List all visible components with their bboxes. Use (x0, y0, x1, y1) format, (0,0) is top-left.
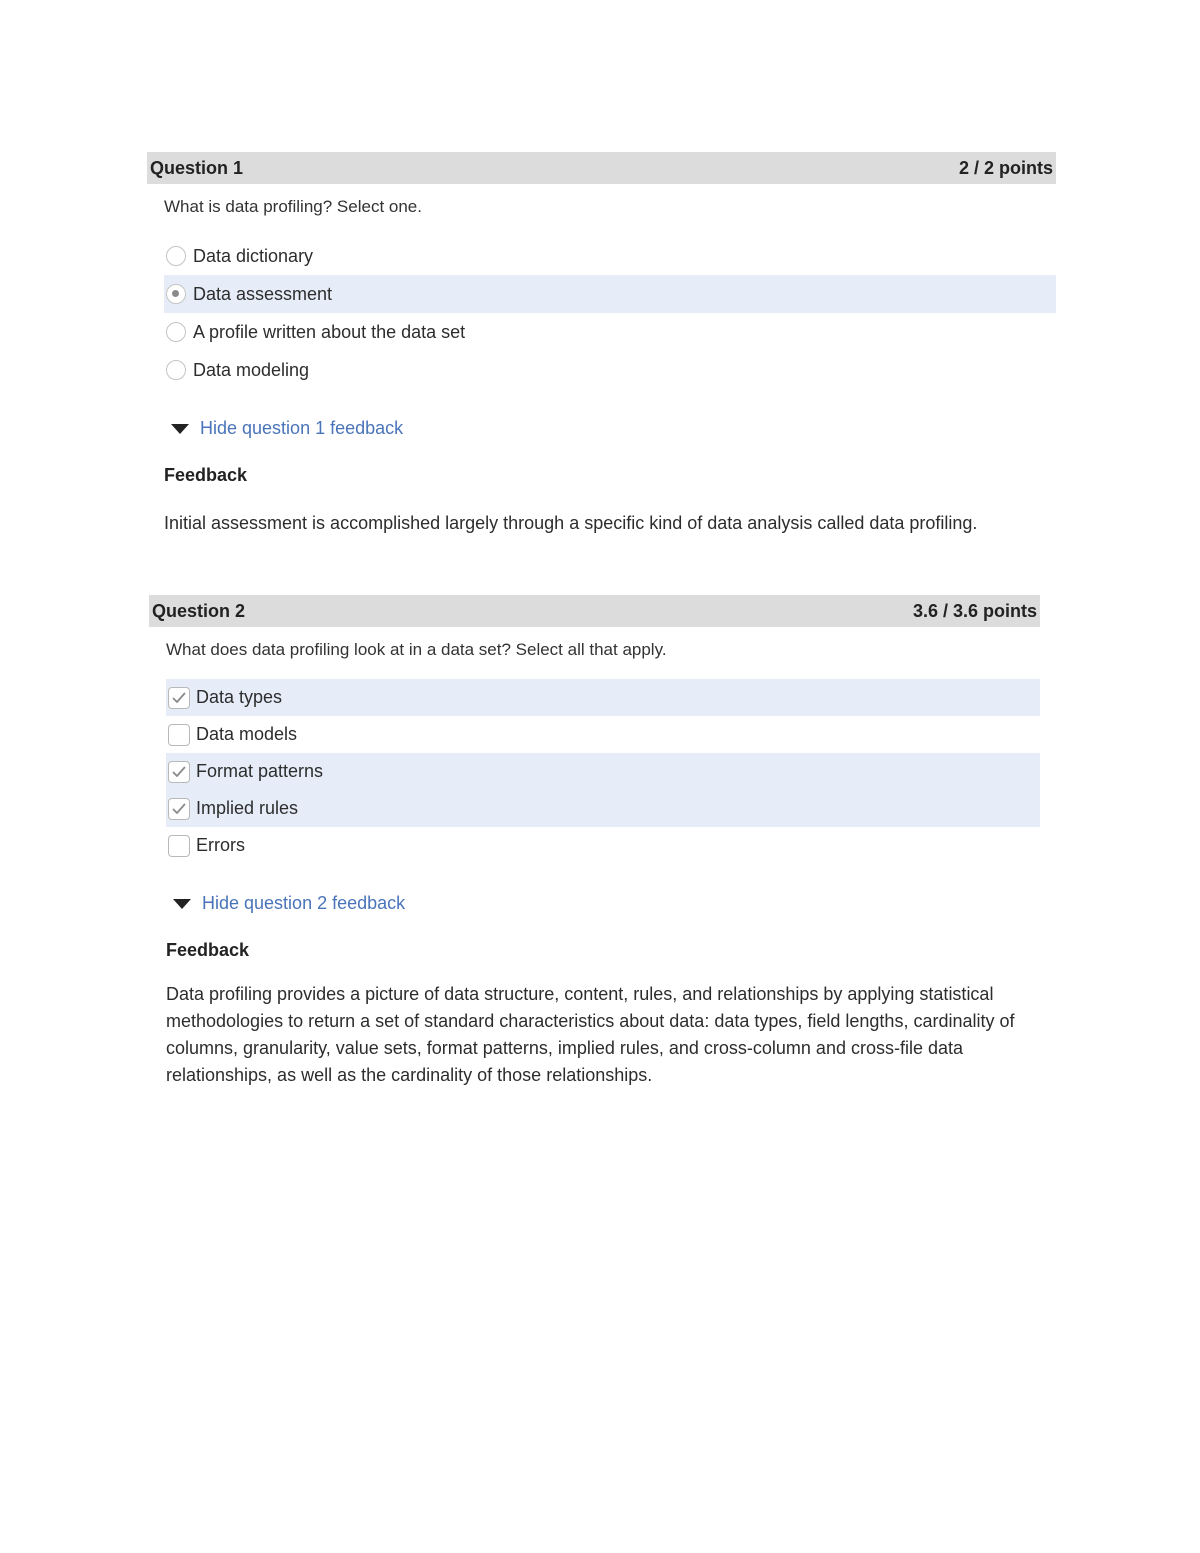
option-label: Data modeling (193, 359, 310, 380)
answer-option-selected[interactable] (166, 679, 1040, 716)
option-label: Implied rules (196, 798, 299, 818)
answer-option[interactable] (164, 313, 1056, 351)
radio-button-icon[interactable] (166, 360, 186, 380)
question-title: Question 1 (150, 157, 244, 178)
answer-option-selected[interactable] (164, 275, 1056, 313)
radio-selected-dot (172, 290, 179, 297)
caret-down-icon (173, 899, 191, 909)
option-label: Format patterns (196, 761, 324, 781)
radio-button-icon[interactable] (166, 246, 186, 266)
feedback-heading: Feedback (164, 465, 248, 485)
answer-option-selected[interactable] (166, 753, 1040, 790)
option-label: Data models (196, 724, 298, 744)
question-1 (147, 152, 1056, 537)
option-label: A profile written about the data set (193, 321, 466, 342)
caret-down-icon (171, 424, 189, 434)
feedback-text: Data profiling provides a picture of data structure, content, rules, and relationships by applying statistical methodologies to return a set of standard characteristics about data: data types, field lengths, cardinality of columns, granularity, value sets, format patterns, implied rules, and cross-column and cross-file data relationships, as well as the cardinality of those relationships. (166, 984, 1015, 1085)
answer-option[interactable] (164, 351, 1056, 389)
hide-feedback-link[interactable] (164, 418, 1056, 439)
checkmark-icon (172, 692, 186, 704)
question-header (149, 595, 1040, 627)
option-label: Data dictionary (193, 245, 314, 266)
checkbox-icon[interactable] (168, 761, 190, 783)
answer-options (166, 679, 1040, 864)
answer-option[interactable] (166, 716, 1040, 753)
checkbox-icon[interactable] (168, 687, 190, 709)
radio-button-icon[interactable] (166, 322, 186, 342)
option-label: Errors (196, 835, 245, 855)
answer-option[interactable] (164, 237, 1056, 275)
feedback-text: Initial assessment is accomplished largely through a specific kind of data analysis called data profiling. (164, 513, 978, 533)
checkmark-icon (172, 766, 186, 778)
question-title: Question 2 (152, 600, 246, 621)
option-label: Data assessment (193, 283, 333, 304)
checkbox-icon[interactable] (168, 724, 190, 746)
option-label: Data types (196, 687, 283, 707)
question-points: 2 / 2 points (958, 157, 1053, 178)
hide-feedback-label[interactable]: Hide question 2 feedback (202, 893, 406, 913)
question-header (147, 152, 1056, 184)
answer-option-selected[interactable] (166, 790, 1040, 827)
radio-button-icon[interactable] (166, 284, 186, 304)
question-prompt: What is data profiling? Select one. (164, 197, 422, 216)
question-2 (149, 595, 1040, 1089)
checkmark-icon (172, 803, 186, 815)
answer-option[interactable] (166, 827, 1040, 864)
hide-feedback-label[interactable]: Hide question 1 feedback (200, 418, 404, 438)
answer-options (164, 237, 1056, 389)
hide-feedback-link[interactable] (166, 893, 1040, 914)
feedback-heading: Feedback (166, 940, 250, 960)
question-prompt: What does data profiling look at in a data set? Select all that apply. (166, 640, 667, 659)
checkbox-icon[interactable] (168, 798, 190, 820)
checkbox-icon[interactable] (168, 835, 190, 857)
question-points: 3.6 / 3.6 points (912, 600, 1037, 621)
